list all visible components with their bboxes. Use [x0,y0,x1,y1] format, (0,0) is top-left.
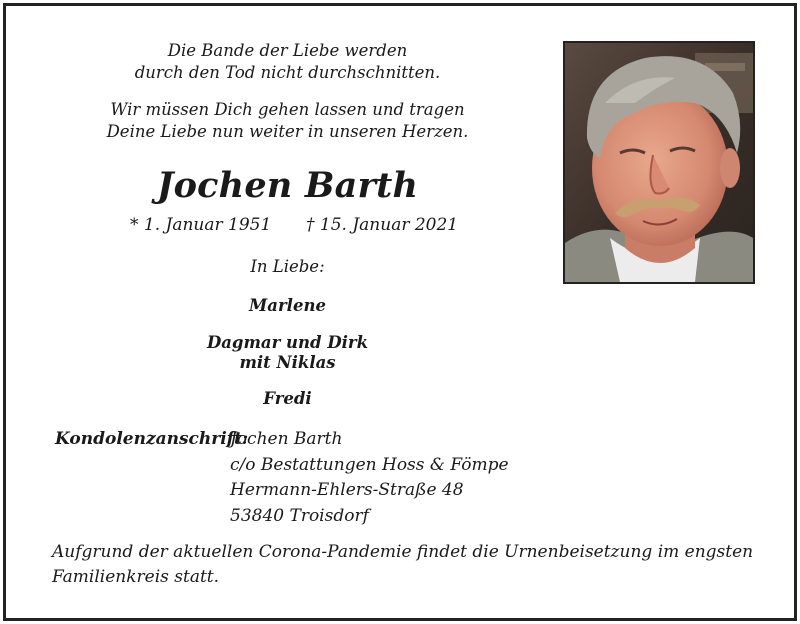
address-line: 53840 Troisdorf [230,505,369,526]
deceased-name: Jochen Barth [156,165,419,206]
notice-line: Familienkreis statt. [52,567,220,587]
condolence-address [230,427,509,529]
notice-line: Aufgrund der aktuellen Corona-Pandemie findet die Urnenbeisetzung im engsten [52,542,754,562]
address-line: c/o Bestattungen Hoss & Fömpe [230,454,509,475]
birth-date: * 1. Januar 1951 [130,215,272,235]
mourner-group [60,333,515,373]
address-line: Hermann-Ehlers-Straße 48 [230,480,464,500]
condolence-label: Kondolenzanschrift: [55,429,249,449]
verse-line: Die Bande der Liebe werden [167,41,408,60]
mourner-name: Marlene [249,296,326,315]
mourners-intro: In Liebe: [250,257,325,276]
portrait-illustration [565,43,753,282]
mourner-name: Dagmar und Dirk [206,333,369,352]
verse-stanza-2 [60,99,515,143]
verse-stanza-1 [60,40,515,84]
mourner-name: mit Niklas [239,353,336,372]
verse-line: Wir müssen Dich gehen lassen und tragen [110,100,465,119]
death-date: † 15. Januar 2021 [306,215,459,235]
mourner-name: Fredi [263,389,312,408]
verse-line: durch den Tod nicht durchschnitten. [134,63,441,82]
portrait-photo [563,41,755,284]
verse-line: Deine Liebe nun weiter in unseren Herzen. [106,122,469,141]
address-line: Jochen Barth [230,429,343,449]
funeral-notice [52,540,772,590]
